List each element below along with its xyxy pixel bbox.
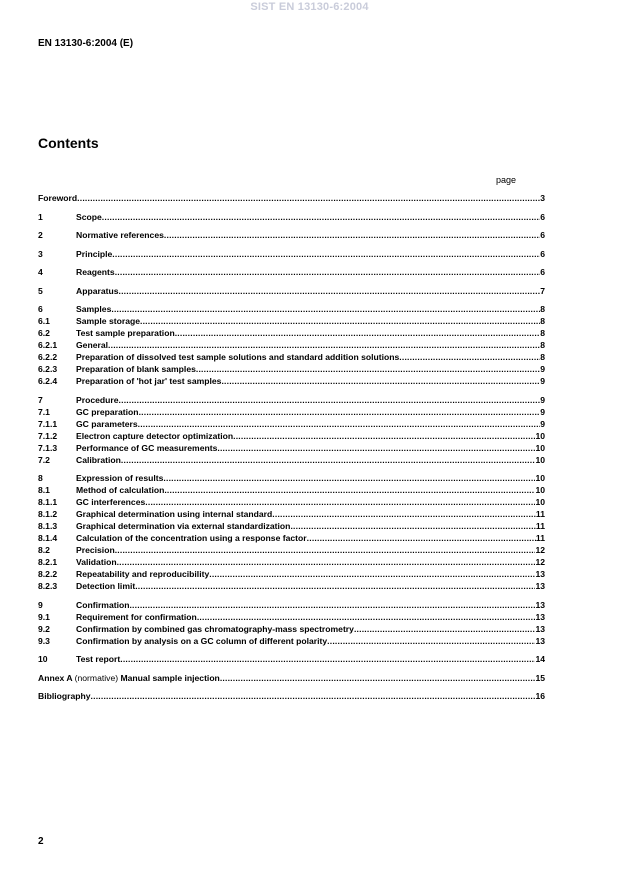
dot-leader	[108, 339, 540, 351]
section-page: 9	[540, 364, 545, 374]
toc-entry[interactable]	[38, 508, 545, 520]
annex-page: 15	[535, 672, 545, 683]
section-number: 9.3	[38, 635, 50, 646]
section-page: 6	[540, 267, 545, 277]
section-title: Sample storage	[76, 316, 140, 326]
section-number: 6	[38, 304, 43, 314]
section-page: 3	[540, 193, 545, 203]
section-title: Test report	[76, 654, 121, 664]
section-page: 8	[540, 328, 545, 338]
section-page: 11	[535, 521, 545, 531]
dot-leader	[135, 580, 535, 592]
section-title: Precision	[76, 545, 115, 555]
section-number: 8.1.1	[38, 497, 58, 507]
toc-entry[interactable]	[38, 623, 545, 635]
section-title: Preparation of blank samples	[76, 364, 196, 374]
section-number: 6.2.4	[38, 376, 58, 386]
section-number: 4	[38, 267, 43, 277]
section-page: 14	[535, 654, 545, 664]
section-title: Graphical determination using internal standard	[76, 509, 273, 519]
section-page: 10	[535, 442, 545, 453]
section-number: 7.2	[38, 454, 50, 465]
section-page: 6	[540, 230, 545, 240]
toc-entry[interactable]	[38, 520, 545, 532]
section-title: Confirmation by analysis on a GC column of different polarity	[76, 635, 328, 646]
section-title: Apparatus	[76, 285, 119, 296]
section-title: GC preparation	[76, 406, 139, 417]
section-title: Confirmation	[76, 599, 130, 610]
section-title: Reagents	[76, 267, 115, 277]
section-title: Method of calculation	[76, 485, 165, 495]
section-title: Calibration	[76, 454, 121, 465]
annex-prefix: Annex A	[38, 672, 73, 683]
section-title: Preparation of 'hot jar' test samples	[76, 376, 222, 386]
section-number: 6.2	[38, 328, 50, 338]
toc-entry[interactable]	[38, 599, 545, 611]
toc-entry[interactable]	[38, 315, 545, 327]
section-title: GC interferences	[76, 497, 146, 507]
section-number: 7	[38, 394, 43, 405]
section-page: 12	[535, 557, 545, 567]
section-number: 7.1	[38, 406, 50, 417]
section-number: 9	[38, 599, 43, 610]
dot-leader	[121, 454, 536, 466]
toc-entry[interactable]	[38, 394, 545, 406]
dot-leader	[115, 266, 541, 278]
section-page: 13	[535, 611, 545, 622]
section-title: Foreword	[38, 193, 78, 203]
toc-entry[interactable]	[38, 339, 545, 351]
section-number: 6.1	[38, 316, 50, 326]
section-number: 8.1.2	[38, 509, 58, 519]
section-number: 8.2.1	[38, 557, 58, 567]
dot-leader	[164, 229, 540, 241]
toc-entry-annex[interactable]	[38, 672, 545, 684]
contents-title: Contents	[38, 135, 99, 151]
section-number: 2	[38, 230, 43, 240]
toc-entry[interactable]	[38, 303, 545, 315]
section-page: 8	[540, 316, 545, 326]
section-page: 9	[540, 406, 545, 417]
toc-entry[interactable]	[38, 532, 545, 544]
dot-leader	[220, 672, 536, 684]
dot-leader	[140, 315, 540, 327]
section-page: 8	[540, 352, 545, 362]
toc-entry[interactable]	[38, 285, 545, 297]
section-number: 5	[38, 285, 43, 296]
section-page: 8	[540, 304, 545, 314]
toc-entry[interactable]	[38, 192, 545, 204]
section-title: Expression of results	[76, 473, 164, 483]
section-number: 10	[38, 654, 48, 664]
dot-leader	[399, 351, 540, 363]
section-number: 6.2.2	[38, 352, 58, 362]
section-title: Electron capture detector optimization	[76, 430, 234, 441]
dot-leader	[196, 363, 540, 375]
dot-leader	[138, 418, 541, 430]
section-title: Test sample preparation	[76, 328, 175, 338]
annex-title: Manual sample injection	[120, 672, 220, 683]
section-page: 13	[535, 599, 545, 610]
dot-leader	[272, 508, 536, 520]
dot-leader	[307, 532, 536, 544]
table-of-contents	[38, 192, 545, 702]
toc-entry[interactable]	[38, 375, 545, 387]
section-title: General	[76, 340, 109, 350]
dot-leader	[129, 599, 535, 611]
dot-leader	[145, 496, 535, 508]
dot-leader	[111, 303, 540, 315]
section-number: 7.1.3	[38, 442, 58, 453]
section-title: Graphical determination via external standardization	[76, 521, 291, 531]
section-number: 9.2	[38, 623, 50, 634]
dot-leader	[139, 406, 541, 418]
toc-entry[interactable]	[38, 442, 545, 454]
section-number: 6.2.3	[38, 364, 58, 374]
dot-leader	[77, 192, 540, 204]
section-page: 11	[535, 509, 545, 519]
toc-entry[interactable]	[38, 363, 545, 375]
dot-leader	[354, 623, 536, 635]
section-page: 6	[540, 211, 545, 222]
toc-entry[interactable]	[38, 351, 545, 363]
section-title: Requirement for confirmation	[76, 611, 197, 622]
dot-leader	[91, 690, 536, 702]
toc-entry[interactable]	[38, 454, 545, 466]
toc-entry[interactable]	[38, 472, 545, 484]
dot-leader	[209, 568, 535, 580]
dot-leader	[197, 611, 536, 623]
section-page: 9	[540, 394, 545, 405]
section-page: 13	[535, 569, 545, 579]
section-title: Scope	[76, 211, 102, 222]
toc-entry[interactable]	[38, 248, 545, 260]
section-number: 7.1.1	[38, 418, 58, 429]
page-column-label: page	[496, 175, 517, 185]
toc-entry[interactable]	[38, 266, 545, 278]
section-number: 8	[38, 473, 43, 483]
section-number: 8.1.4	[38, 533, 58, 543]
section-title: Normative references	[76, 230, 164, 240]
toc-entry[interactable]	[38, 406, 545, 418]
dot-leader	[163, 472, 535, 484]
section-title: Principle	[76, 248, 113, 259]
section-page: 13	[535, 623, 545, 634]
toc-entry[interactable]	[38, 635, 545, 647]
section-title: Detection limit	[76, 581, 136, 591]
toc-entry[interactable]	[38, 430, 545, 442]
section-page: 9	[540, 376, 545, 386]
section-page: 11	[535, 533, 545, 543]
section-page: 10	[535, 497, 545, 507]
section-page: 8	[540, 340, 545, 350]
watermark: SIST EN 13130-6:2004	[250, 1, 369, 13]
toc-entry[interactable]	[38, 544, 545, 556]
toc-entry[interactable]	[38, 484, 545, 496]
section-number: 6.2.1	[38, 340, 58, 350]
dot-leader	[290, 520, 535, 532]
section-page: 12	[535, 545, 545, 555]
section-number: 8.1	[38, 485, 50, 495]
toc-entry[interactable]	[38, 418, 545, 430]
toc-entry-bibliography[interactable]	[38, 690, 545, 702]
toc-entry[interactable]	[38, 568, 545, 580]
section-number: 7.1.2	[38, 430, 58, 441]
bibliography-page: 16	[535, 691, 545, 701]
section-title: Performance of GC measurements	[76, 442, 218, 453]
section-title: Confirmation by combined gas chromatography-mass spectrometry	[76, 623, 354, 634]
section-number: 1	[38, 211, 43, 222]
dot-leader	[102, 211, 540, 223]
section-page: 13	[535, 635, 545, 646]
toc-entry[interactable]	[38, 229, 545, 241]
section-title: Procedure	[76, 394, 119, 405]
dot-leader	[175, 327, 541, 339]
section-page: 9	[540, 418, 545, 429]
section-page: 6	[540, 248, 545, 259]
document-id: EN 13130-6:2004 (E)	[38, 38, 134, 49]
bibliography-title: Bibliography	[38, 691, 91, 701]
section-page: 10	[535, 485, 545, 495]
dot-leader	[119, 285, 541, 297]
section-number: 9.1	[38, 611, 50, 622]
section-title: Samples	[76, 304, 112, 314]
section-number: 8.2.2	[38, 569, 58, 579]
toc-entry[interactable]	[38, 211, 545, 223]
section-page: 10	[535, 430, 545, 441]
section-title: Preparation of dissolved test sample solutions and standard addition solutions	[76, 352, 400, 362]
section-title: Calculation of the concentration using a response factor	[76, 533, 307, 543]
dot-leader	[217, 442, 535, 454]
section-number: 8.2.3	[38, 581, 58, 591]
dot-leader	[327, 635, 535, 647]
section-title: Repeatability and reproducibility	[76, 569, 210, 579]
section-number: 8.1.3	[38, 521, 58, 531]
dot-leader	[112, 248, 540, 260]
section-page: 10	[535, 473, 545, 483]
section-page: 13	[535, 581, 545, 591]
dot-leader	[115, 544, 536, 556]
toc-entry[interactable]	[38, 653, 545, 665]
section-title: Validation	[76, 557, 117, 567]
section-number: 3	[38, 248, 43, 259]
dot-leader	[233, 430, 535, 442]
section-title: GC parameters	[76, 418, 138, 429]
annex-title-group	[38, 672, 220, 684]
toc-entry[interactable]	[38, 556, 545, 568]
dot-leader	[164, 484, 535, 496]
toc-entry[interactable]	[38, 327, 545, 339]
dot-leader	[119, 394, 541, 406]
dot-leader	[120, 653, 535, 665]
toc-entry[interactable]	[38, 611, 545, 623]
section-number: 8.2	[38, 545, 50, 555]
page-number: 2	[38, 836, 44, 847]
annex-qualifier: (normative)	[74, 672, 119, 683]
dot-leader	[221, 375, 540, 387]
toc-entry[interactable]	[38, 496, 545, 508]
section-page: 10	[535, 454, 545, 465]
section-page: 7	[540, 285, 545, 296]
toc-entry[interactable]	[38, 580, 545, 592]
dot-leader	[117, 556, 536, 568]
